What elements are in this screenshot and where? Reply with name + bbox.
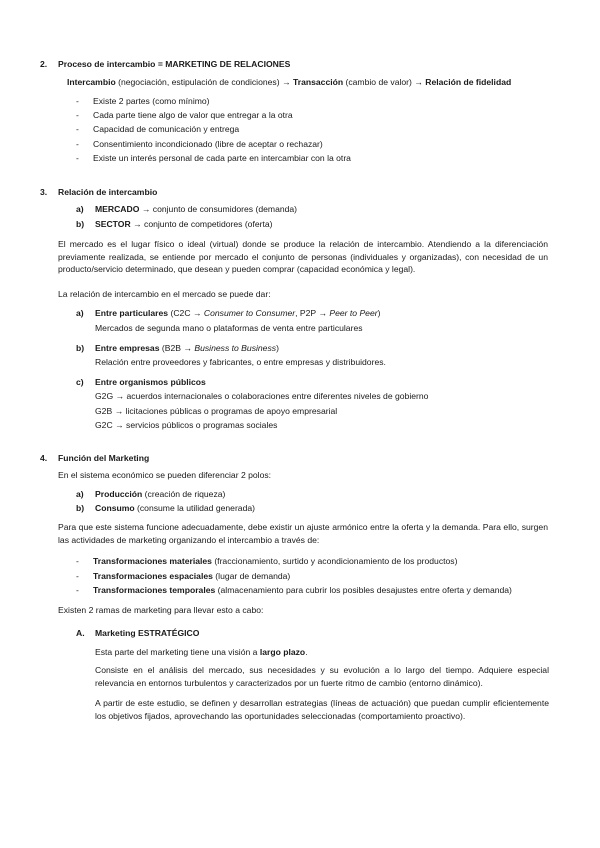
flow-note: (negociación, estipulación de condiciones) → — [115, 77, 293, 87]
section-4-heading — [40, 452, 149, 465]
system-paragraph: Para que este sistema funcione adecuadamente, debe existir un ajuste armónico entre la oferta y la demanda. Para ello, surgen las actividades de marketing organizando el intercambio a través de: — [58, 522, 548, 545]
analysis-paragraph: Consiste en el análisis del mercado, sus necesidades y su evolución a lo largo del tiempo. Adquiere especial relevancia en entornos turbulentos y caracterizados por un fuerte ritmo de cambio (entorno dinámico). — [95, 665, 549, 688]
list-item-desc: Relación entre proveedores y fabricantes, o entre empresas y distribuidores. — [95, 357, 386, 367]
list-item: c) Entre organismos públicos — [76, 377, 206, 387]
flow-term-transaccion: Transacción — [292, 77, 344, 87]
list-item: - Existe un interés personal de cada parte en intercambiar con la otra — [76, 153, 351, 163]
section-title: Función del Marketing — [58, 453, 150, 463]
exchange-flow — [67, 76, 511, 89]
list-item: - Existe 2 partes (como mínimo) — [76, 96, 210, 106]
section-title: Proceso de intercambio = MARKETING DE RELACIONES — [58, 59, 291, 69]
list-item-desc: G2B → licitaciones públicas o programas de apoyo empresarial — [95, 406, 338, 416]
section-number: 4. — [40, 453, 48, 463]
section-title: Relación de intercambio — [58, 187, 158, 197]
list-item-desc: G2C → servicios públicos o programas sociales — [95, 420, 278, 430]
flow-note: (cambio de valor) → — [343, 77, 426, 87]
flow-term-fidelidad: Relación de fidelidad — [425, 77, 512, 87]
list-item: - Capacidad de comunicación y entrega — [76, 124, 240, 134]
section-number: 3. — [40, 187, 48, 197]
market-paragraph: El mercado es el lugar físico o ideal (virtual) donde se produce la relación de intercambio. Atendiendo a la diferenciación previamente realizada, se entiende por mercado el conjunto de personas (individuales y organizadas), con necesidad de un producto/servicio determinado, que desean y pueden comprar (capacidad económica y legal). — [58, 239, 548, 274]
section-number: 2. — [40, 59, 48, 69]
list-item: b) SECTOR → conjunto de competidores (oferta) — [76, 219, 273, 229]
list-item: - Transformaciones materiales (fraccionamiento, surtido y acondicionamiento de los productos) — [76, 556, 458, 566]
subsection-a-heading: A. Marketing ESTRATÉGICO — [76, 628, 200, 638]
section-3-heading — [40, 186, 157, 199]
list-item-desc: Mercados de segunda mano o plataformas de venta entre particulares — [95, 323, 363, 333]
list-item: a) Entre particulares (C2C → Consumer to Consumer, P2P → Peer to Peer) — [76, 308, 381, 318]
list-item: - Transformaciones espaciales (lugar de demanda) — [76, 571, 291, 581]
list-item: - Transformaciones temporales (almacenamiento para cubrir los posibles desajustes entre oferta y demanda) — [76, 585, 512, 595]
flow-term-intercambio: Intercambio — [67, 77, 116, 87]
list-item: - Cada parte tiene algo de valor que entregar a la otra — [76, 110, 293, 120]
list-item: b) Consumo (consume la utilidad generada) — [76, 503, 256, 513]
list-item: b) Entre empresas (B2B → Business to Business) — [76, 343, 279, 353]
horizon-line: Esta parte del marketing tiene una visión a largo plazo. — [95, 647, 308, 657]
list-item-desc: G2G → acuerdos internacionales o colaboraciones entre diferentes niveles de gobierno — [95, 391, 429, 401]
list-item: - Consentimiento incondicionado (libre de aceptar o rechazar) — [76, 139, 323, 149]
poles-intro: En el sistema económico se pueden diferenciar 2 polos: — [58, 470, 272, 480]
list-item: a) Producción (creación de riqueza) — [76, 489, 226, 499]
branches-intro: Existen 2 ramas de marketing para llevar esto a cabo: — [58, 605, 264, 615]
list-item: a) MERCADO → conjunto de consumidores (demanda) — [76, 204, 298, 214]
exchange-intro: La relación de intercambio en el mercado se puede dar: — [58, 289, 271, 299]
section-2-heading — [40, 58, 290, 71]
strategy-paragraph: A partir de este estudio, se definen y desarrollan estrategias (líneas de actuación) que puedan cumplir eficientemente los objetivos fijados, aprovechando las oportunidades seleccionadas (comportamiento proactivo). — [95, 698, 549, 721]
